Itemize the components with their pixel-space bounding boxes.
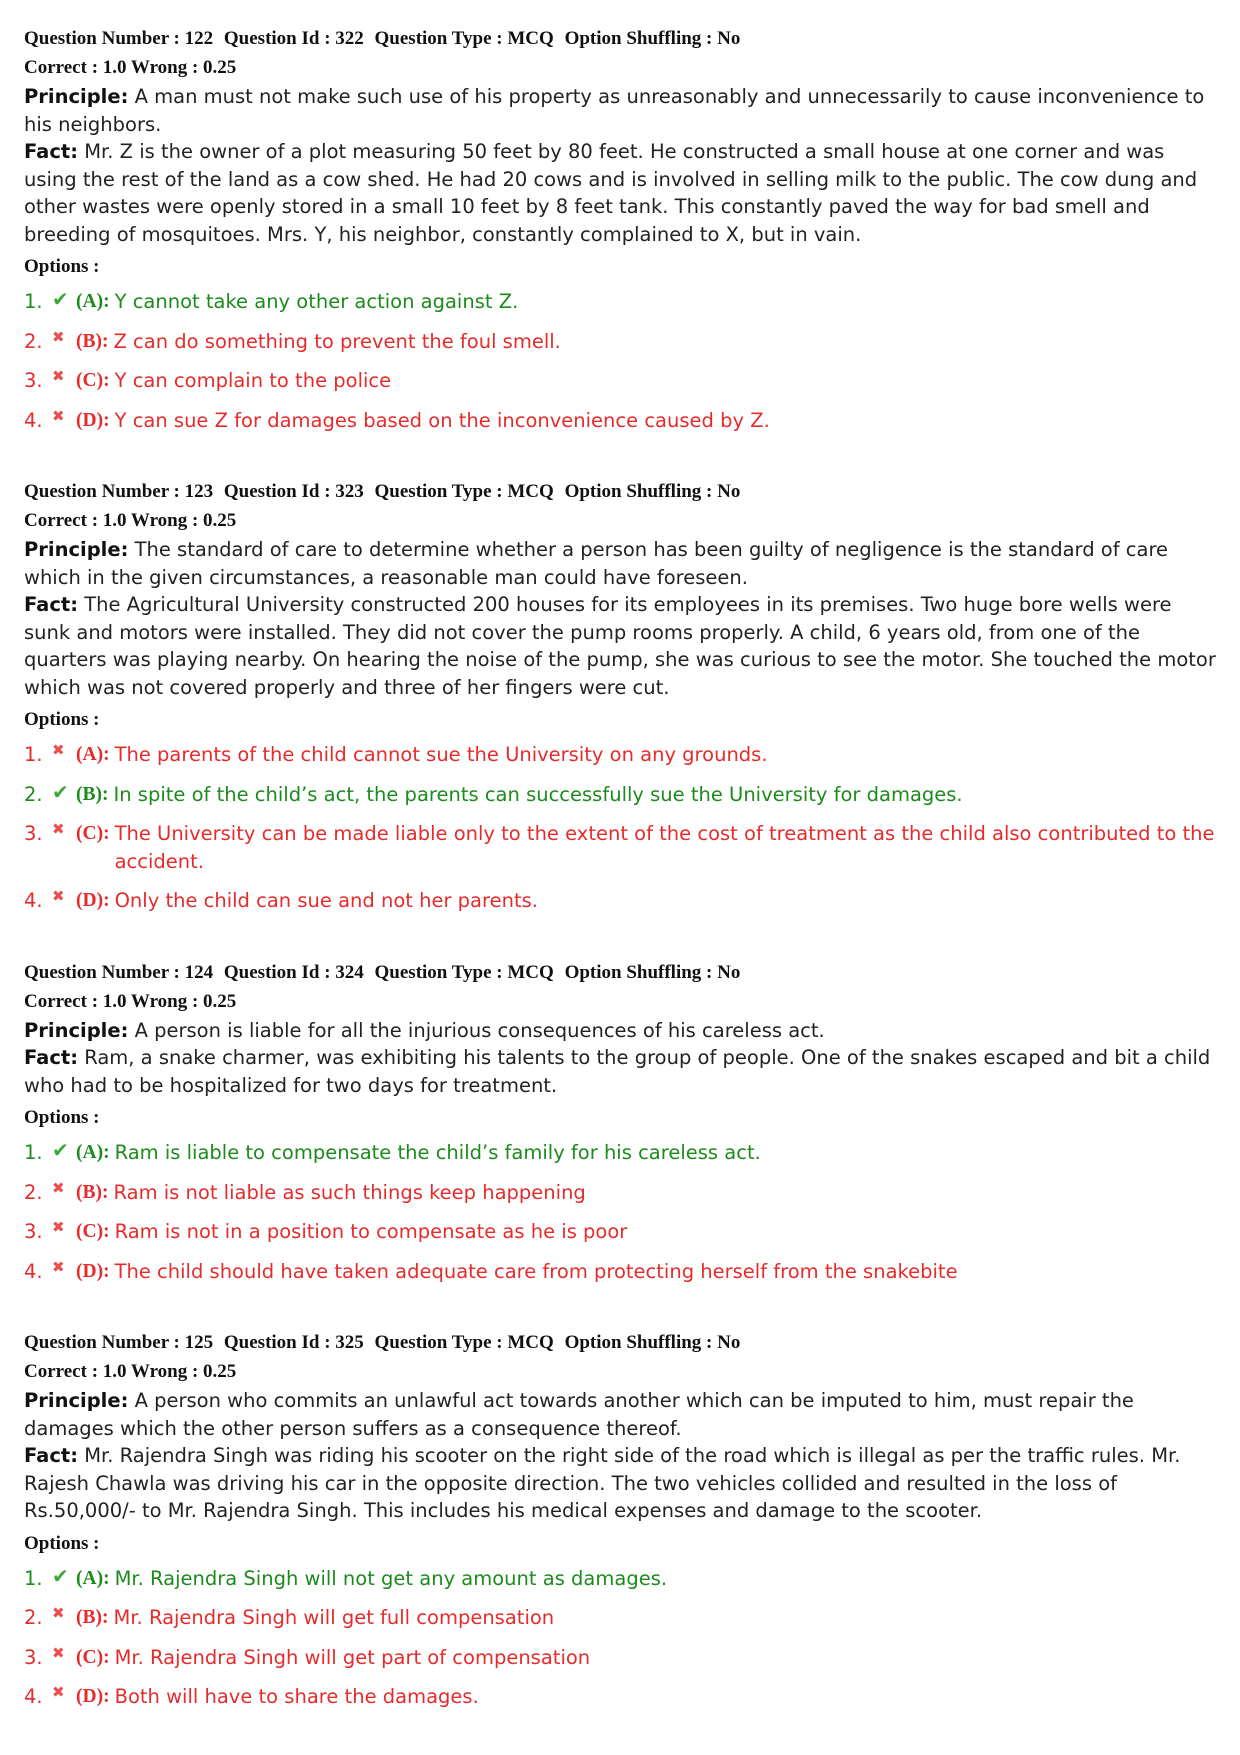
cross-icon: ✖	[52, 741, 65, 759]
option-text: Mr. Rajendra Singh will get full compensation	[113, 1606, 555, 1629]
marks-line: Correct : 1.0 Wrong : 0.25	[24, 57, 237, 78]
question-type: Question Type : MCQ	[374, 961, 554, 983]
question-id: Question Id : 325	[223, 1332, 364, 1353]
option-item	[24, 741, 1220, 769]
option-number: 4.	[24, 1259, 43, 1283]
option-number: 3.	[24, 1220, 43, 1243]
option-item	[24, 1218, 1220, 1246]
question-id: Question Id : 324	[223, 961, 364, 983]
option-shuffling: Option Shuffling : No	[564, 1332, 741, 1353]
fact	[24, 1442, 1220, 1525]
cross-icon: ✖	[52, 1218, 65, 1236]
option-text: Ram is liable to compensate the child’s family for his careless act.	[114, 1141, 761, 1164]
principle-text: A person is liable for all the injurious consequences of his careless act.	[134, 1018, 825, 1042]
question-block	[24, 1328, 1220, 1711]
principle	[24, 1387, 1220, 1442]
option-item	[24, 1683, 1220, 1711]
question-type: Question Type : MCQ	[374, 481, 554, 502]
option-item	[24, 1179, 1220, 1207]
check-icon: ✔	[52, 1563, 69, 1588]
fact-label: Fact:	[24, 593, 79, 616]
option-item	[24, 781, 1220, 809]
principle	[24, 536, 1220, 591]
option-text: Y cannot take any other action against Z.	[114, 290, 519, 313]
option-item	[24, 328, 1220, 356]
option-item	[24, 1604, 1220, 1632]
option-item	[24, 367, 1220, 395]
option-letter: (B):	[76, 330, 109, 352]
option-text: The child should have taken adequate care from protecting herself from the snakebite	[114, 1259, 958, 1283]
check-icon: ✔	[52, 287, 69, 311]
option-text: Ram is not in a position to compensate as he is poor	[114, 1220, 628, 1243]
option-letter: (A):	[76, 291, 110, 312]
principle-label: Principle:	[24, 538, 129, 561]
cross-icon: ✖	[52, 367, 65, 385]
option-letter: (D):	[76, 409, 110, 431]
question-id: Question Id : 322	[223, 28, 364, 49]
fact	[24, 138, 1220, 248]
question-number: Question Number : 124	[24, 961, 214, 983]
question-type: Question Type : MCQ	[374, 28, 554, 49]
option-letter: (B):	[76, 1181, 109, 1203]
option-text: In spite of the child’s act, the parents can successfully sue the University for damages.	[113, 782, 963, 806]
option-item	[24, 887, 1220, 915]
option-item	[24, 1644, 1220, 1672]
cross-icon: ✖	[52, 1257, 65, 1276]
option-text: Z can do something to prevent the foul smell.	[113, 329, 561, 353]
option-number: 3.	[24, 1645, 43, 1669]
option-text: Both will have to share the damages.	[114, 1685, 479, 1708]
fact	[24, 1044, 1220, 1099]
marks-line: Correct : 1.0 Wrong : 0.25	[24, 510, 237, 531]
option-number: 4.	[24, 1685, 43, 1708]
option-number: 3.	[24, 369, 43, 392]
question-meta	[24, 1328, 1220, 1357]
marks-line: Correct : 1.0 Wrong : 0.25	[24, 990, 237, 1012]
marks-line: Correct : 1.0 Wrong : 0.25	[24, 1361, 237, 1382]
fact-text: The Agricultural University constructed 200 houses for its employees in its premises. Two huge bore wells were sunk and motors were installed. They did not cover the pump rooms properly. A child, 6 years old, from one of the quarters was playing nearby. On hearing the noise of the pump, she was curious to see the motor. She touched the motor which was not covered properly and three of her fingers were cut.	[24, 593, 1216, 699]
option-shuffling: Option Shuffling : No	[564, 28, 741, 49]
option-number: 4.	[24, 889, 43, 912]
cross-icon: ✖	[52, 1178, 65, 1197]
option-item	[24, 1565, 1220, 1593]
option-letter: (C):	[76, 370, 110, 391]
option-item	[24, 820, 1220, 875]
question-id: Question Id : 323	[223, 481, 364, 502]
principle-label: Principle:	[24, 1018, 129, 1042]
option-letter: (A):	[76, 1142, 110, 1163]
cross-icon: ✖	[52, 406, 65, 425]
principle-text: The standard of care to determine whether a person has been guilty of negligence is the standard of care which in the given circumstances, a reasonable man could have foreseen.	[24, 538, 1169, 589]
principle	[24, 83, 1220, 138]
cross-icon: ✖	[52, 327, 65, 346]
option-text: Ram is not liable as such things keep happening	[113, 1180, 586, 1204]
option-number: 2.	[24, 1606, 43, 1629]
option-letter: (D):	[76, 1686, 110, 1707]
option-text: The parents of the child cannot sue the University on any grounds.	[114, 743, 768, 766]
principle-label: Principle:	[24, 85, 129, 108]
option-shuffling: Option Shuffling : No	[564, 961, 741, 983]
fact-text: Mr. Rajendra Singh was riding his scooter on the right side of the road which is illegal as per the traffic rules. Mr. Rajesh Chawla was driving his car in the opposite direction. The two vehicles collided and resulted in the loss of Rs.50,000/- to Mr. Rajendra Singh. This includes his medical expenses and damage to the scooter.	[24, 1444, 1181, 1522]
options-label: Options :	[24, 256, 100, 277]
options-label: Options :	[24, 1532, 100, 1554]
question-block	[24, 958, 1220, 1286]
option-item	[24, 1139, 1220, 1167]
option-number: 3.	[24, 822, 43, 845]
option-number: 1.	[24, 743, 43, 766]
option-letter: (D):	[76, 890, 110, 911]
option-number: 1.	[24, 290, 43, 313]
fact-label: Fact:	[24, 1046, 79, 1069]
cross-icon: ✖	[52, 1643, 65, 1662]
fact-label: Fact:	[24, 1444, 79, 1467]
fact-text: Ram, a snake charmer, was exhibiting his talents to the group of people. One of the snakes escaped and bit a child who had to be hospitalized for two days for treatment.	[24, 1046, 1211, 1097]
option-letter: (D):	[76, 1260, 110, 1282]
option-item	[24, 288, 1220, 316]
option-number: 4.	[24, 408, 43, 432]
option-letter: (C):	[76, 823, 110, 844]
option-letter: (A):	[76, 744, 110, 765]
question-block	[24, 24, 1220, 434]
question-meta	[24, 958, 1220, 987]
option-text: Y can complain to the police	[114, 369, 392, 392]
principle-text: A man must not make such use of his property as unreasonably and unnecessarily to cause inconvenience to his neighbors.	[24, 85, 1205, 136]
option-letter: (C):	[76, 1646, 110, 1668]
cross-icon: ✖	[52, 820, 65, 838]
option-item	[24, 407, 1220, 435]
question-paper	[24, 24, 1220, 1711]
question-number: Question Number : 125	[24, 1332, 214, 1353]
question-number: Question Number : 123	[24, 481, 214, 502]
option-letter: (A):	[76, 1567, 110, 1589]
option-number: 2.	[24, 782, 43, 806]
fact-text: Mr. Z is the owner of a plot measuring 50 feet by 80 feet. He constructed a small house at one corner and was using the rest of the land as a cow shed. He had 20 cows and is involved in selling milk to the public. The cow dung and other wastes were openly stored in a small 10 feet by 8 feet tank. This constantly paved the way for bad smell and breeding of mosquitoes. Mrs. Y, his neighbor, constantly complained to X, but in vain.	[24, 140, 1198, 246]
option-text: Mr. Rajendra Singh will not get any amount as damages.	[114, 1566, 668, 1590]
option-text: The University can be made liable only to the extent of the cost of treatment as the child also contributed to the accident.	[114, 822, 1215, 873]
option-text: Y can sue Z for damages based on the inconvenience caused by Z.	[114, 408, 770, 432]
fact	[24, 591, 1220, 701]
option-text: Only the child can sue and not her parents.	[114, 889, 538, 912]
options-label: Options :	[24, 709, 100, 730]
principle-text: A person who commits an unlawful act towards another which can be imputed to him, must repair the damages which the other person suffers as a consequence thereof.	[24, 1389, 1134, 1440]
fact-label: Fact:	[24, 140, 79, 163]
check-icon: ✔	[52, 779, 69, 804]
cross-icon: ✖	[52, 1683, 65, 1701]
option-number: 2.	[24, 329, 43, 353]
question-number: Question Number : 122	[24, 28, 214, 49]
question-block	[24, 477, 1220, 915]
option-number: 2.	[24, 1180, 43, 1204]
cross-icon: ✖	[52, 887, 65, 905]
option-letter: (B):	[76, 1607, 109, 1628]
option-letter: (B):	[76, 783, 109, 805]
principle-label: Principle:	[24, 1389, 129, 1412]
principle	[24, 1017, 1220, 1045]
question-type: Question Type : MCQ	[374, 1332, 554, 1353]
cross-icon: ✖	[52, 1604, 65, 1622]
options-label: Options :	[24, 1107, 100, 1128]
option-letter: (C):	[76, 1221, 110, 1242]
check-icon: ✔	[52, 1138, 69, 1162]
option-item	[24, 1258, 1220, 1286]
option-number: 1.	[24, 1141, 43, 1164]
option-shuffling: Option Shuffling : No	[564, 481, 741, 502]
option-number: 1.	[24, 1566, 43, 1590]
option-text: Mr. Rajendra Singh will get part of compensation	[114, 1645, 591, 1669]
question-meta	[24, 24, 1220, 53]
question-meta	[24, 477, 1220, 506]
